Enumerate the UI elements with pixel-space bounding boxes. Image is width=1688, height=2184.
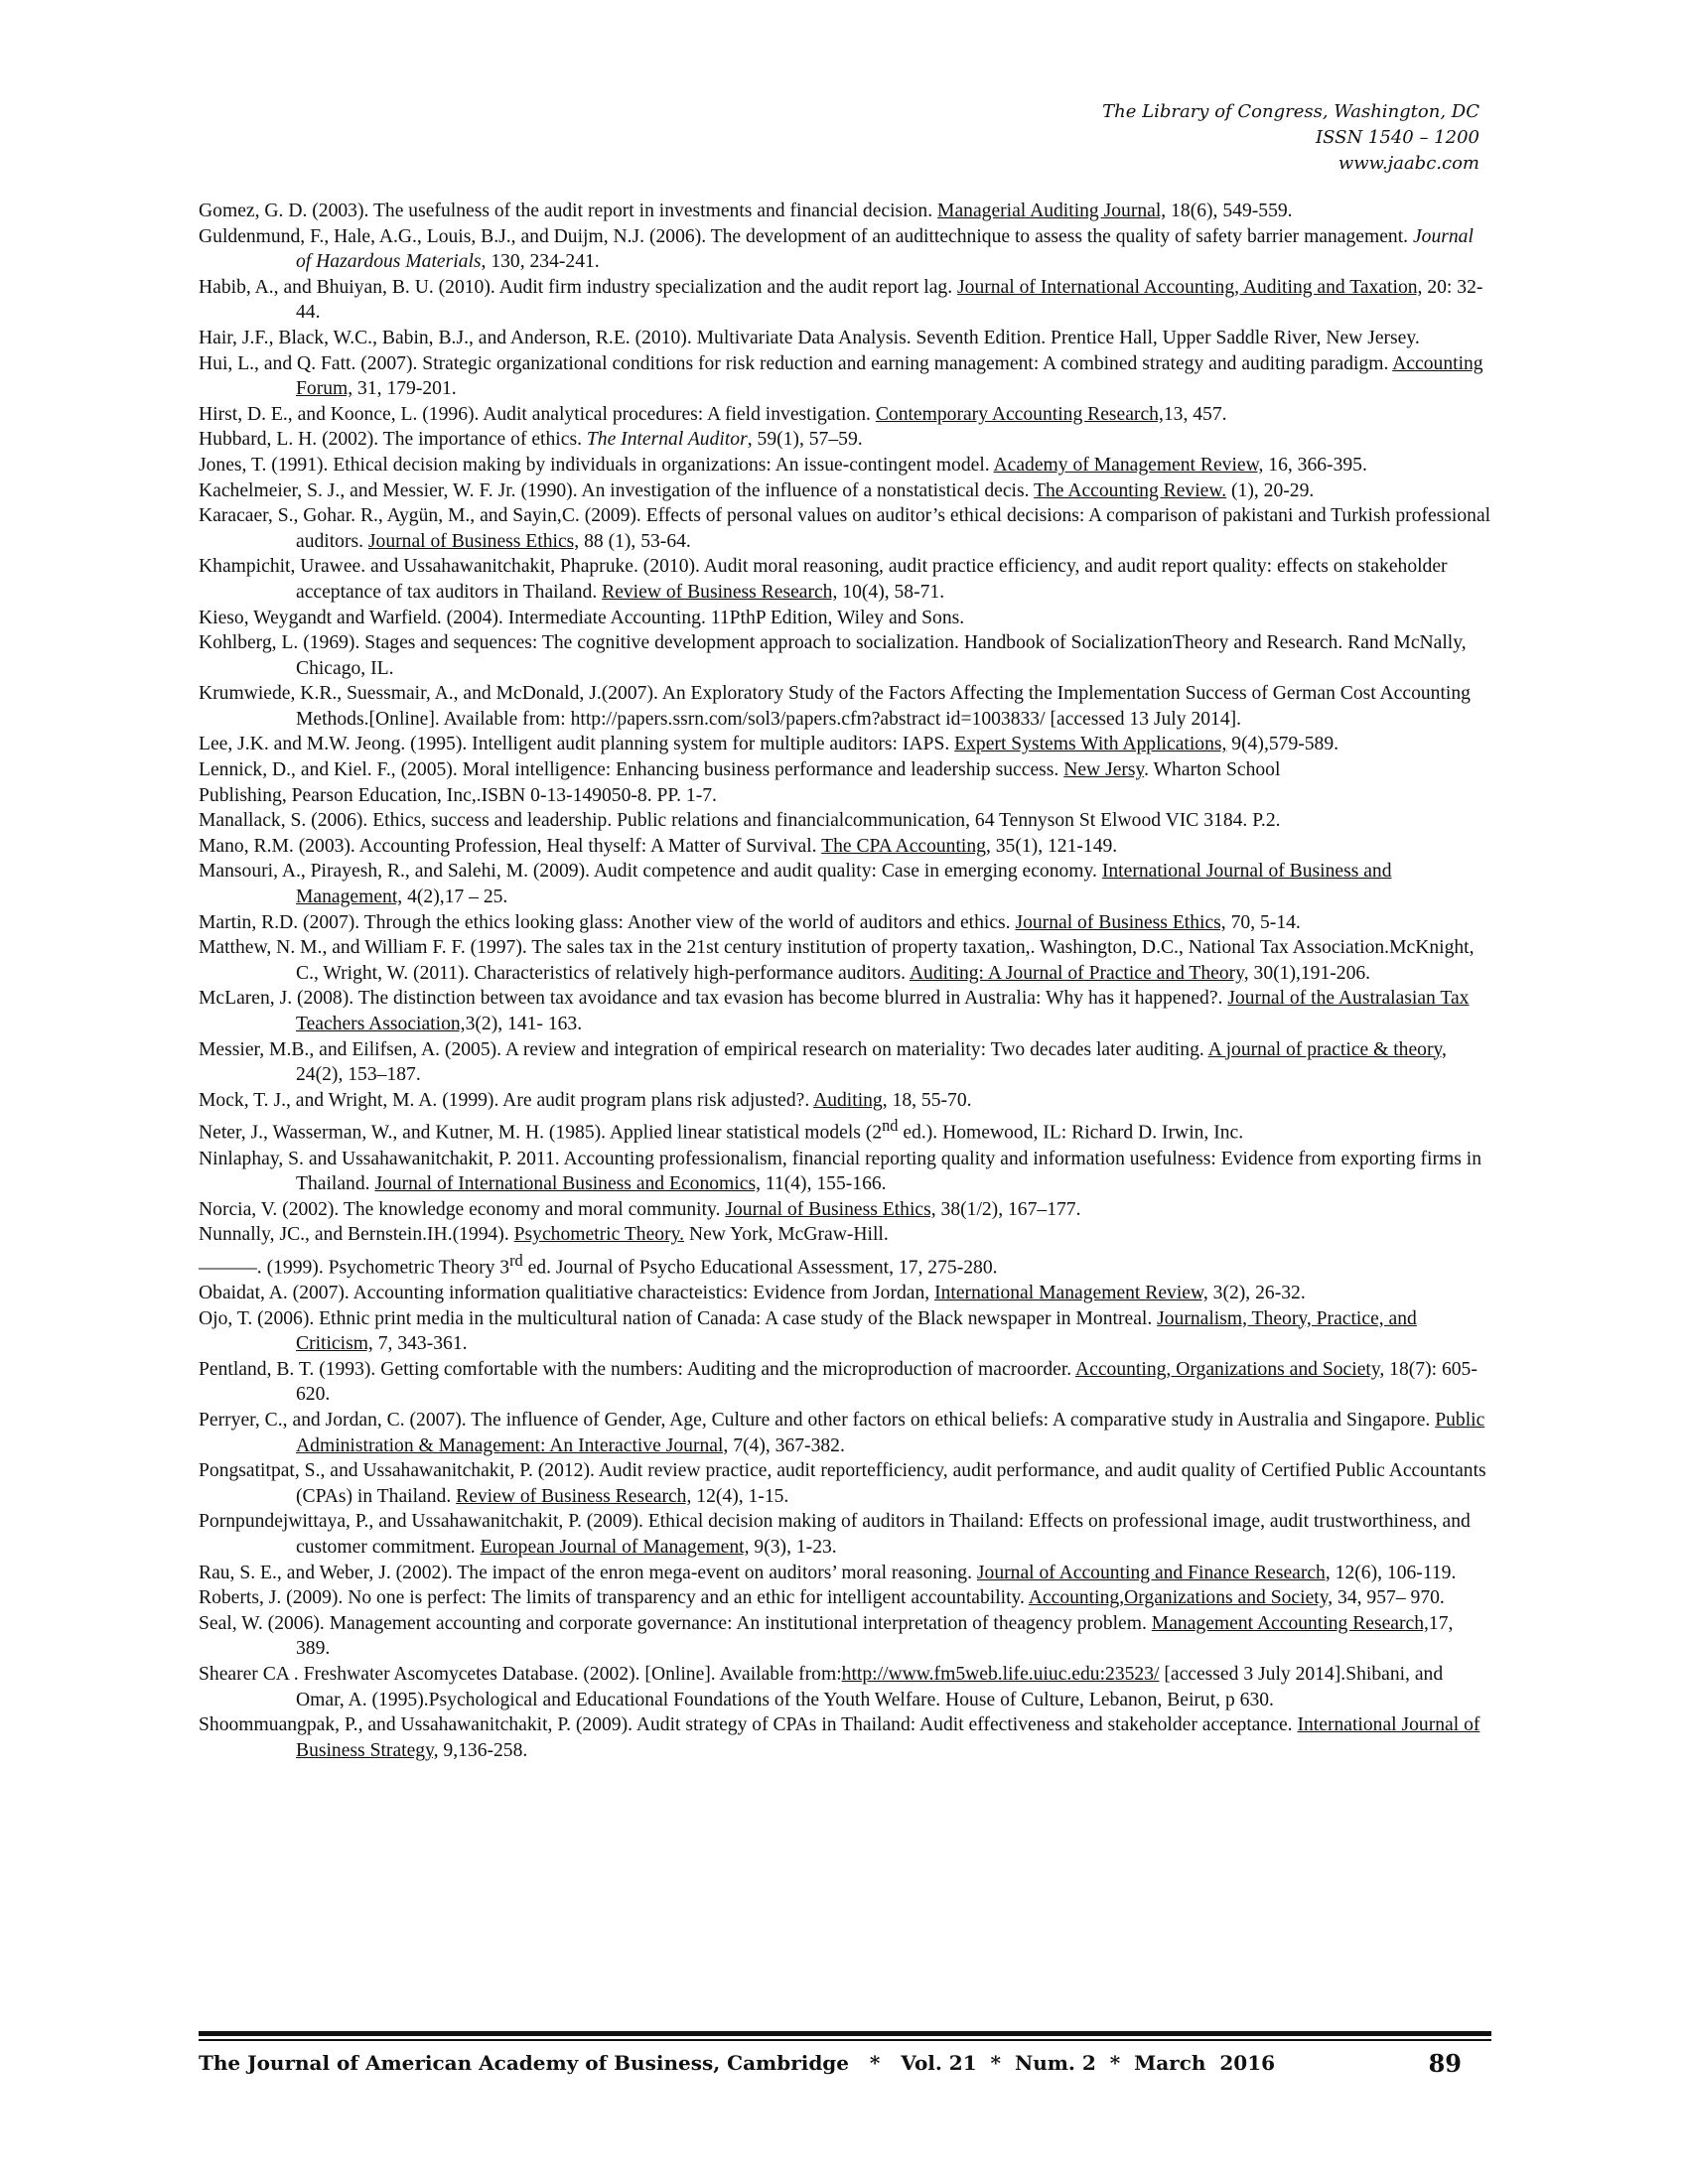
reference-source-title: Review of Business Research, [456,1485,692,1507]
reference-superscript: rd [509,1250,523,1270]
reference-source-title: http://www.fm5web.life.uiuc.edu:23523/ [841,1663,1160,1685]
reference-entry [199,1458,1491,1509]
reference-text: Gomez, G. D. (2003). The usefulness of the audit report in investments and financial decision. [199,201,938,221]
reference-entry [199,681,1491,732]
reference-entry [199,402,1491,428]
reference-details: 18(7): 605-620. [296,1358,1477,1406]
reference-text: Shoommuangpak, P., and Ussahawanitchakit, P. (2009). Audit strategy of CPAs in Thailand: Audit effectiveness and stakeholder acceptance. [199,1714,1298,1736]
reference-details: 13, 457. [1163,403,1227,425]
reference-details: 7, 343-361. [372,1333,468,1355]
page-footer [199,2051,1491,2081]
reference-text: Krumwiede, K.R., Suessmair, A., and McDonald, J.(2007). An Exploratory Study of the Factors Affecting the Implementation Success of German Cost Accounting Methods.[Online]. Available from: http://papers.ssrn.com/sol3/papers.cfm?abstract id=1003833/ [accessed 13 July 2014]. [199,683,1471,730]
reference-details: , 130, 234-241. [481,251,600,273]
reference-source-title: Journal of Business Ethics, [1015,911,1226,933]
reference-text: Kachelmeier, S. J., and Messier, W. F. Jr. (1990). An investigation of the influence of a nonstatistical decis. [199,479,1035,501]
reference-entry [199,1248,1491,1281]
reference-text: Pornpundejwittaya, P., and Ussahawanitchakit, P. (2009). Ethical decision making of auditors in Thailand: Effects on professional image, audit trustworthiness, and customer commitment. [199,1511,1471,1558]
reference-details: 70, 5-14. [1225,911,1301,933]
reference-entry [199,326,1491,351]
reference-text: Lee, J.K. and M.W. Jeong. (1995). Intelligent audit planning system for multiple auditors: IAPS. [199,734,955,755]
reference-source-title: Auditing: A Journal of Practice and Theory, [909,962,1249,984]
reference-text: Kieso, Weygandt and Warfield. (2004). Intermediate Accounting. 11PthP Edition, Wiley and Sons. [199,607,965,628]
reference-details: ed. Journal of Psycho Educational Assessment, 17, 275-280. [522,1257,998,1279]
reference-entry [199,783,1491,809]
running-header [1102,99,1479,177]
reference-list [199,199,1491,1763]
reference-entry [199,1561,1491,1586]
reference-entry [199,427,1491,453]
reference-source-title: International Management Review, [934,1283,1208,1303]
reference-text: Mock, T. J., and Wright, M. A. (1999). Are audit program plans risk adjusted?. [199,1089,814,1111]
reference-source-title: International Journal of Business and Management, [296,861,1392,908]
reference-details: 34, 957– 970. [1333,1587,1445,1609]
reference-text: Neter, J., Wasserman, W., and Kutner, M. H. (1985). Applied linear statistical models (2 [199,1122,883,1144]
reference-entry [199,1611,1491,1662]
reference-source-title-italic: The Internal Auditor [586,429,748,451]
reference-entry [199,935,1491,986]
reference-details: 3(2), 26-32. [1207,1283,1306,1303]
header-website: www.jaabc.com [1337,153,1479,174]
reference-source-title: Journal of International Accounting, Auditing and Taxation, [957,276,1423,298]
reference-entry [199,275,1491,326]
reference-text: Hirst, D. E., and Koonce, L. (1996). Audit analytical procedures: A field investigation. [199,403,876,425]
reference-text: Perryer, C., and Jordan, C. (2007). The influence of Gender, Age, Culture and other factors on ethical beliefs: A comparative study in Australia and Singapore. [199,1409,1436,1431]
reference-details: 9,136-258. [438,1739,528,1761]
reference-details: 4(2),17 – 25. [402,887,508,908]
reference-text: Pongsatitpat, S., and Ussahawanitchakit, P. (2012). Audit review practice, audit reportefficiency, audit performance, and audit quality of Certified Public Accountants (CPAs) in Thailand. [199,1460,1486,1507]
reference-entry [199,503,1491,554]
reference-entry [199,808,1491,834]
reference-details: 31, 179-201. [352,378,457,400]
reference-text: Khampichit, Urawee. and Ussahawanitchakit, Phapruke. (2010). Audit moral reasoning, audit practice efficiency, and audit report quality: effects on stakeholder acceptance of tax auditors in Thailand. [199,556,1448,603]
reference-text: Obaidat, A. (2007). Accounting information qualitiative characteistics: Evidence from Jordan, [199,1283,935,1303]
reference-source-title-italic: Journal of Hazardous Materials [296,225,1474,273]
reference-details: 10(4), 58-71. [837,581,945,603]
reference-text: Ninlaphay, S. and Ussahawanitchakit, P. 2011. Accounting professionalism, financial reporting quality and information usefulness: Evidence from exporting firms in Thailand. [199,1148,1482,1195]
footer-journal-info: The Journal of American Academy of Business, Cambridge * Vol. 21 * Num. 2 * March 2016 [199,2051,1276,2075]
reference-details: 18, 55-70. [887,1089,972,1111]
reference-text: Guldenmund, F., Hale, A.G., Louis, B.J., and Duijm, N.J. (2006). The development of an audittechnique to assess the quality of safety barrier management. [199,225,1413,247]
reference-details: 3(2), 141- 163. [465,1014,583,1034]
reference-source-title: Journal of Business Ethics, [725,1198,936,1220]
reference-entry [199,478,1491,504]
reference-details: 17, 389. [296,1612,1454,1660]
reference-source-title: International Journal of Business Strategy, [296,1714,1480,1761]
reference-entry [199,453,1491,478]
reference-source-title: Review of Business Research, [602,581,838,603]
reference-entry [199,1662,1491,1712]
reference-source-title: Public Administration & Management: An Interactive Journal, [296,1409,1485,1456]
reference-source-title: A journal of practice & theory, [1207,1038,1447,1060]
reference-details: 30(1),191-206. [1248,962,1371,984]
reference-entry [199,1197,1491,1223]
reference-text: Ojo, T. (2006). Ethnic print media in the multicultural nation of Canada: A case study of the Black newspaper in Montreal. [199,1307,1158,1329]
page-number: 89 [1428,2049,1462,2078]
reference-entry [199,224,1491,275]
reference-source-title: Journal of International Business and Economics, [374,1173,761,1195]
reference-entry [199,1712,1491,1763]
reference-text: Publishing, Pearson Education, Inc,.ISBN 0-13-149050-8. PP. 1-7. [199,784,717,806]
reference-text: Manallack, S. (2006). Ethics, success and leadership. Public relations and financialcommunication, 64 Tennyson St Elwood VIC 3184. P.2. [199,810,1281,832]
reference-superscript: nd [882,1116,899,1136]
reference-entry [199,1357,1491,1408]
reference-entry [199,1088,1491,1114]
reference-text: Roberts, J. (2009). No one is perfect: The limits of transparency and an ethic for intelligent accountability. [199,1587,1029,1609]
reference-entry [199,351,1491,402]
reference-text: Pentland, B. T. (1993). Getting comfortable with the numbers: Auditing and the microproduction of macroorder. [199,1358,1075,1380]
reference-text: Shearer CA . Freshwater Ascomycetes Database. (2002). [Online]. Available from: [199,1663,842,1685]
reference-source-title: Auditing, [813,1089,888,1111]
reference-text: Jones, T. (1991). Ethical decision making by individuals in organizations: An issue-contingent model. [199,454,994,476]
reference-entry [199,910,1491,936]
reference-text: Norcia, V. (2002). The knowledge economy and moral community. [199,1198,726,1220]
reference-entry [199,1585,1491,1611]
reference-details: [accessed 3 July 2014].Shibani, and Omar, A. (1995).Psychological and Educational Foundations of the Youth Welfare. House of Culture, Lebanon, Beirut, p 630. [296,1663,1444,1710]
reference-text: Kohlberg, L. (1969). Stages and sequences: The cognitive development approach to socialization. Handbook of SocializationTheory and Research. Rand McNally, Chicago, IL. [199,632,1467,679]
reference-entry [199,1222,1491,1248]
reference-details: 12(6), 106-119. [1330,1562,1457,1583]
reference-text: Karacaer, S., Gohar. R., Aygün, M., and Sayin,C. (2009). Effects of personal values on auditor’s ethical decisions: A comparison of pakistani and Turkish professional auditors. [199,505,1491,552]
reference-entry [199,1408,1491,1458]
reference-entry [199,1147,1491,1197]
reference-source-title: European Journal of Management, [480,1536,750,1558]
reference-text: Habib, A., and Bhuiyan, B. U. (2010). Audit firm industry specialization and the audit report lag. [199,276,958,298]
reference-source-title: Journal of the Australasian Tax Teachers Association, [296,988,1470,1034]
reference-text: Rau, S. E., and Weber, J. (2002). The impact of the enron mega-event on auditors’ moral reasoning. [199,1562,977,1583]
reference-details: 11(4), 155-166. [760,1173,887,1195]
header-library: The Library of Congress, Washington, DC [1102,101,1479,122]
reference-source-title: Contemporary Accounting Research, [875,403,1164,425]
reference-entry [199,757,1491,783]
reference-text: Lennick, D., and Kiel. F., (2005). Moral intelligence: Enhancing business performance and leadership success. [199,759,1064,781]
reference-details: New York, McGraw-Hill. [684,1224,889,1246]
reference-details: 9(3), 1-23. [749,1536,837,1558]
reference-entry [199,1509,1491,1560]
reference-source-title: Academy of Management Review, [993,454,1264,476]
reference-source-title: New Jersy [1063,759,1145,781]
reference-text: Hui, L., and Q. Fatt. (2007). Strategic organizational conditions for risk reduction and earning management: A combined strategy and auditing paradigm. [199,352,1393,374]
reference-text: ———. (1999). Psychometric Theory 3 [199,1257,510,1279]
reference-source-title: Managerial Auditing Journal, [937,201,1167,221]
reference-source-title: Journal of Business Ethics, [367,530,580,552]
reference-entry [199,1037,1491,1088]
reference-source-title: Expert Systems With Applications, [954,734,1227,755]
reference-text: Mano, R.M. (2003). Accounting Profession, Heal thyself: A Matter of Survival. [199,835,822,857]
reference-entry [199,834,1491,860]
reference-details: ed.). Homewood, IL: Richard D. Irwin, Inc. [898,1122,1244,1144]
reference-source-title: The CPA Accounting, [821,835,991,857]
reference-entry [199,859,1491,909]
reference-text: Seal, W. (2006). Management accounting and corporate governance: An institutional interpretation of theagency problem. [199,1612,1152,1634]
header-issn: ISSN 1540 – 1200 [1316,127,1479,148]
reference-text: Nunnally, JC., and Bernstein.IH.(1994). [199,1224,514,1246]
reference-text: Messier, M.B., and Eilifsen, A. (2005). A review and integration of empirical research on materiality: Two decades later auditing. [199,1038,1208,1060]
reference-text: Martin, R.D. (2007). Through the ethics looking glass: Another view of the world of auditors and ethics. [199,911,1016,933]
reference-text: McLaren, J. (2008). The distinction between tax avoidance and tax evasion has become blurred in Australia: Why has it happened?. [199,988,1228,1010]
reference-details: 38(1/2), 167–177. [935,1198,1081,1220]
reference-details: 88 (1), 53-64. [579,530,691,552]
reference-details: 18(6), 549-559. [1166,201,1293,221]
reference-source-title: The Accounting Review. [1034,479,1227,501]
reference-entry [199,732,1491,757]
reference-entry [199,1113,1491,1146]
footer-rule-thin [199,2039,1491,2041]
reference-source-title: Accounting, Organizations and Society, [1075,1358,1385,1380]
reference-source-title: Psychometric Theory. [513,1224,685,1246]
reference-entry [199,1306,1491,1357]
reference-details: 9(4),579-589. [1226,734,1339,755]
reference-source-title: Management Accounting Research, [1151,1612,1429,1634]
footer-rule-thick [199,2031,1491,2036]
reference-details: . Wharton School [1144,759,1281,781]
reference-entry [199,554,1491,605]
reference-details: 35(1), 121-149. [990,835,1118,857]
reference-details: 20: 32-44. [296,276,1483,324]
reference-source-title: Journal of Accounting and Finance Research, [976,1562,1331,1583]
reference-entry [199,630,1491,681]
reference-details: 12(4), 1-15. [691,1485,789,1507]
reference-details: (1), 20-29. [1226,479,1315,501]
reference-text: Hair, J.F., Black, W.C., Babin, B.J., and Anderson, R.E. (2010). Multivariate Data Analysis. Seventh Edition. Prentice Hall, Upper Saddle River, New Jersey. [199,327,1420,348]
reference-source-title: Accounting Forum, [296,352,1483,400]
reference-entry [199,986,1491,1036]
reference-source-title: Journalism, Theory, Practice, and Criticism, [296,1307,1417,1355]
reference-details: 7(4), 367-382. [728,1434,845,1456]
reference-entry [199,1281,1491,1306]
reference-details: 16, 366-395. [1263,454,1367,476]
reference-text: Mansouri, A., Pirayesh, R., and Salehi, M. (2009). Audit competence and audit quality: Case in emerging economy. [199,861,1102,883]
reference-source-title: Accounting,Organizations and Society, [1028,1587,1334,1609]
reference-text: Matthew, N. M., and William F. F. (1997). The sales tax in the 21st century institution of property taxation,. Washington, D.C., National Tax Association.McKnight, C., Wright, W. (2011). Characteristics of relatively high-performance auditors. [199,937,1475,984]
reference-details: 24(2), 153–187. [296,1064,421,1086]
reference-details: , 59(1), 57–59. [747,429,863,451]
reference-entry [199,199,1491,224]
reference-text: Hubbard, L. H. (2002). The importance of ethics. [199,429,587,451]
reference-entry [199,606,1491,631]
